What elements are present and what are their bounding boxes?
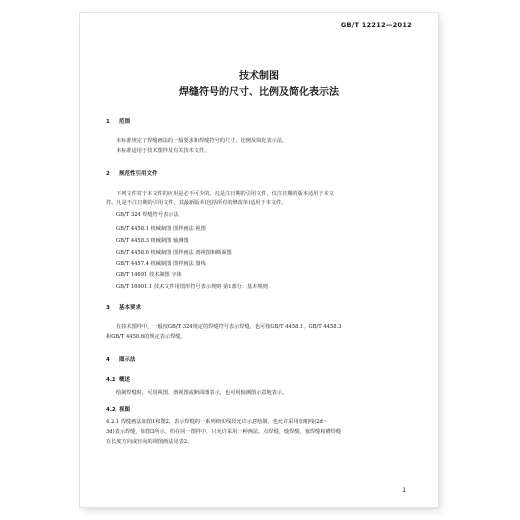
- section-4-1-heading: [106, 375, 130, 383]
- standard-code: GB/T 12212—2012: [340, 21, 412, 29]
- section-3-paragraph-line-2: 和GB/T 4458.6的规定表示焊缝。: [106, 334, 186, 340]
- section-2-paragraph-line-2: 件。凡是不注日期的引用文件，其最新版本(包括所有的修改单)适用于本文件。: [106, 200, 287, 206]
- page-number: 1: [402, 487, 406, 494]
- section-4-2-title: 视图: [119, 407, 131, 413]
- document-title-line2: 焊缝符号的尺寸、比例及简化表示法: [179, 87, 339, 98]
- section-1-number: 1: [106, 119, 110, 125]
- reference-item: GB/T 324 焊缝符号表示法: [116, 212, 179, 218]
- reference-item: GB/T 4458.1 机械制图 图样画法 视图: [116, 226, 206, 232]
- document-page: [80, 13, 438, 507]
- section-1-paragraph-1: 本标准规定了焊缝画法的一般要求和焊缝符号的尺寸、比例及简化表示法。: [116, 138, 288, 144]
- section-2-number: 2: [106, 171, 110, 177]
- reference-item: GB/T 4457.4 机械制图 图样画法 图线: [116, 261, 206, 267]
- section-4-2-1-line-1: 4.2.1 焊缝画法如图1和图2，表示焊缝的一系列细实线段允许示意绘制，也允许采用加粗线(2d～: [106, 419, 329, 425]
- reference-item: GB/T 16901.1 技术文件用图形符号表示规则 第1部分：基本规则: [116, 284, 268, 290]
- section-4-1-title: 概述: [119, 377, 131, 383]
- section-4-heading: [106, 355, 136, 363]
- section-4-2-1-line-2: 3d)表示焊缝，如图3所示。但在同一图样中，只允许采用一种画法。点焊缝、缝焊缝、塞焊缝和槽焊缝: [106, 429, 342, 435]
- section-1-paragraph-2: 本标准适用于技术图样及有关技术文件。: [116, 148, 210, 154]
- section-4-1-number: 4.1: [106, 377, 116, 383]
- section-4-2-1-line-3: 在长度方向或径向的视图画法见表2。: [106, 439, 193, 445]
- reference-item: GB/T 4458.6 机械制图 图样画法 剖视图和断面图: [116, 250, 232, 256]
- section-1-heading: [106, 117, 130, 125]
- section-1-title: 范围: [119, 119, 131, 125]
- section-3-title: 基本要求: [119, 305, 142, 311]
- section-2-paragraph-line-1: 下列文件对于本文件的应用是必不可少的。凡是注日期的引用文件，仅注日期的版本适用于本文: [116, 191, 334, 197]
- section-3-heading: [106, 303, 141, 311]
- section-3-paragraph-line-1: 在技术图样中，一般按GB/T 324规定的焊缝符号表示焊缝，也可按GB/T 4458.1、GB/T 4458.3: [116, 324, 342, 330]
- reference-item: GB/T 4458.3 机械制图 轴测图: [116, 238, 189, 244]
- section-4-2-number: 4.2: [106, 407, 116, 413]
- document-title-line1: 技术制图: [239, 71, 279, 82]
- section-4-1-paragraph: 绘制焊缝时，可用视图、剖视图或断面图表示，也可用轴测图示意地表示。: [116, 390, 288, 396]
- section-3-number: 3: [106, 305, 110, 311]
- section-4-title: 图示法: [119, 357, 136, 363]
- section-2-heading: [106, 169, 158, 177]
- section-4-2-heading: [106, 405, 130, 413]
- section-4-number: 4: [106, 357, 110, 363]
- reference-item: GB/T 14691 技术制图 字体: [116, 272, 182, 278]
- section-2-title: 规范性引用文件: [119, 171, 158, 177]
